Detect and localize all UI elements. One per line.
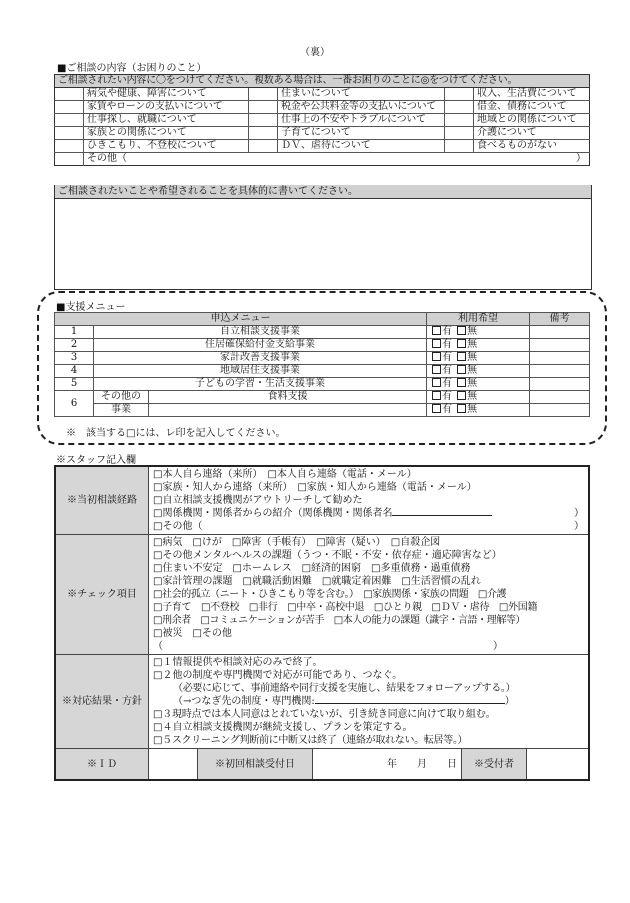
- id-label: ※ＩＤ: [55, 749, 149, 781]
- consult-option[interactable]: 住まいについて: [278, 88, 445, 101]
- consult-option[interactable]: 家賃やローンの支払いについて: [84, 101, 249, 114]
- free-text-area[interactable]: [54, 185, 592, 290]
- consult-option[interactable]: ＤＶ、虐待について: [278, 140, 445, 153]
- col-want-header: 利用希望: [426, 313, 529, 326]
- checkbox-icon[interactable]: [432, 391, 441, 400]
- checkbox-icon[interactable]: [457, 378, 466, 387]
- note-cell[interactable]: [529, 404, 589, 417]
- want-checkboxes[interactable]: 有 無: [426, 378, 529, 391]
- consult-option[interactable]: 子育てについて: [278, 127, 445, 140]
- consult-option[interactable]: 食べるものがない: [474, 140, 590, 153]
- support-row: 3 家計改善支援事業 有 無: [55, 352, 590, 365]
- consult-option[interactable]: ひきこもり、不登校について: [84, 140, 249, 153]
- route-options[interactable]: □本人自ら連絡（来所） □本人自ら連絡（電話・メール） □家族・知人から連絡（来所） □家族・知人から連絡（電話・メール） □自立相談支援機関がアウトリーチして勧めた □関係機関・関係者からの紹介（関係機関・関係者名 ） □その他（ ）: [149, 466, 590, 535]
- want-checkboxes[interactable]: 有 無: [426, 365, 529, 378]
- support-item-name: 住居確保給付金支給事業: [94, 339, 427, 352]
- route-other[interactable]: □その他（ ）: [153, 521, 584, 532]
- consult-row: [55, 127, 590, 140]
- want-checkboxes[interactable]: 有 無: [426, 339, 529, 352]
- receiver-input[interactable]: [527, 749, 589, 779]
- support-item-name: 子どもの学習・生活支援事業: [94, 378, 427, 391]
- consult-option[interactable]: 仕事上の不安やトラブルについて: [278, 114, 445, 127]
- want-checkboxes[interactable]: 有 無: [426, 326, 529, 339]
- support-item-name: 地域居住支援事業: [94, 365, 427, 378]
- consult-instruction: ご相談されたい内容に〇をつけてください。複数ある場合は、一番お困りのことに◎をつけてください。: [55, 75, 590, 88]
- result-row: [55, 655, 589, 749]
- result-label: ※対応結果・方針: [55, 655, 149, 749]
- consult-option[interactable]: 家族との関係について: [84, 127, 249, 140]
- checkbox-icon[interactable]: [432, 365, 441, 374]
- checkbox-icon[interactable]: [432, 352, 441, 361]
- checkbox-icon[interactable]: [457, 326, 466, 335]
- referral-destination[interactable]: （→つなぎ先の制度・専門機関: ）: [173, 696, 515, 707]
- consult-table: [54, 74, 590, 166]
- support-item-name: 自立相談支援事業: [94, 326, 427, 339]
- checkbox-icon[interactable]: [457, 365, 466, 374]
- id-row: [55, 749, 589, 781]
- check-row: [55, 535, 589, 655]
- consult-option[interactable]: 仕事探し、就職について: [84, 114, 249, 127]
- note-cell[interactable]: [529, 378, 589, 391]
- consult-option[interactable]: 借金、債務について: [474, 101, 590, 114]
- support-item-name: 食料支援: [149, 391, 427, 404]
- staff-table: [54, 465, 590, 781]
- consult-other-row: [55, 153, 590, 166]
- result-options[interactable]: □１情報提供や相談対応のみで終了。 □２他の制度や専門機関で対応が可能であり、つなぐ。 （必要に応じて、事前連絡や同行支援を実施し、結果をフォローアップする。） （→つなぎ先の制度・専門機関: ） □３現時点では本人同意はとれていないが、引き続き同意に向けて取り組む。 □４自立相談支援機関が継続支援し、プランを策定する。 □５スクリーニング判断前に中断又は終了（連絡が取れない。転居等。）: [149, 655, 590, 749]
- staff-heading: ※スタッフ記入欄: [56, 455, 136, 466]
- consult-row: [55, 140, 590, 153]
- consult-row: [55, 114, 590, 127]
- other-business-input[interactable]: [149, 404, 427, 417]
- route-row: [55, 466, 589, 535]
- other-business-label: その他の: [94, 391, 149, 404]
- col-menu-header: 申込メニュー: [55, 313, 427, 326]
- support-row: 4 地域居住支援事業 有 無: [55, 365, 590, 378]
- note-cell[interactable]: [529, 352, 589, 365]
- receiver-cell: [462, 749, 590, 781]
- support-row: [55, 404, 590, 417]
- page-label: （裏）: [300, 47, 330, 58]
- check-label: ※チェック項目: [55, 535, 149, 655]
- consult-heading: ■ご相談の内容（お困りのこと）: [57, 63, 207, 74]
- note-cell[interactable]: [529, 326, 589, 339]
- checkbox-icon[interactable]: [432, 339, 441, 348]
- support-row: 1 自立相談支援事業 有 無: [55, 326, 590, 339]
- consult-option[interactable]: 地域との関係について: [474, 114, 590, 127]
- want-checkboxes[interactable]: 有 無: [426, 391, 529, 404]
- checkbox-icon[interactable]: [457, 339, 466, 348]
- consult-option[interactable]: 病気や健康、障害について: [84, 88, 249, 101]
- support-heading: ■支援メニュー: [56, 302, 126, 313]
- free-text-prompt: ご相談されたいことや希望されることを具体的に書いてください。: [55, 185, 591, 199]
- checkbox-icon[interactable]: [432, 404, 441, 413]
- consult-row: [55, 101, 590, 114]
- consult-option[interactable]: 税金や公共料金等の支払いについて: [278, 101, 445, 114]
- checkbox-icon[interactable]: [457, 391, 466, 400]
- first-date-input[interactable]: 年 月 日: [313, 749, 462, 781]
- col-note-header: 備考: [529, 313, 589, 326]
- consult-row: [55, 88, 590, 101]
- support-table: [54, 312, 590, 417]
- check-options[interactable]: □病気 □けが □障害（手帳有） □障害（疑い） □自殺企図 □その他メンタルヘルスの課題（うつ・不眠・不安・依存症・適応障害など） □住まい不安定 □ホームレス □経済的困窮 □多重債務・過重債務 □家計管理の課題 □就職活動困難 □就職定着困難 □生活習慣の乱れ □社会的孤立（ニート・ひきこもり等を含む。） □家族関係・家族の問題 □介護 □子育て □不登校 □非行 □中卒・高校中退 □ひとり親 □ＤＶ・虐待 □外国籍 □刑余者 □コミュニケーションが苦手 □本人の能力の課題（識字・言語・理解等） □被災 □その他 （ ）: [149, 535, 590, 655]
- note-cell[interactable]: [529, 391, 589, 404]
- first-date-label: ※初回相談受付日: [198, 749, 313, 781]
- support-row: 2 住居確保給付金支給事業 有 無: [55, 339, 590, 352]
- other-business-label: 事業: [94, 404, 149, 417]
- consult-option[interactable]: 介護について: [474, 127, 590, 140]
- receiver-label: ※受付者: [462, 749, 527, 779]
- want-checkboxes[interactable]: 有 無: [426, 352, 529, 365]
- id-input[interactable]: [149, 749, 198, 781]
- note-cell[interactable]: [529, 339, 589, 352]
- support-note: ※ 該当する□には、レ印を記入してください。: [66, 428, 286, 439]
- route-referral[interactable]: □関係機関・関係者からの紹介（関係機関・関係者名 ）: [153, 508, 584, 519]
- checkbox-icon[interactable]: [457, 404, 466, 413]
- support-row: 5 子どもの学習・生活支援事業 有 無: [55, 378, 590, 391]
- note-cell[interactable]: [529, 365, 589, 378]
- consult-other-field[interactable]: その他（ ）: [87, 153, 586, 164]
- check-other[interactable]: （ ）: [153, 641, 503, 652]
- checkbox-icon[interactable]: [432, 378, 441, 387]
- route-label: ※当初相談経路: [55, 466, 149, 535]
- want-checkboxes[interactable]: 有 無: [426, 404, 529, 417]
- checkbox-icon[interactable]: [432, 326, 441, 335]
- support-row: 6 その他の 食料支援 有 無: [55, 391, 590, 404]
- support-item-name: 家計改善支援事業: [94, 352, 427, 365]
- checkbox-icon[interactable]: [457, 352, 466, 361]
- consult-option[interactable]: 収入、生活費について: [474, 88, 590, 101]
